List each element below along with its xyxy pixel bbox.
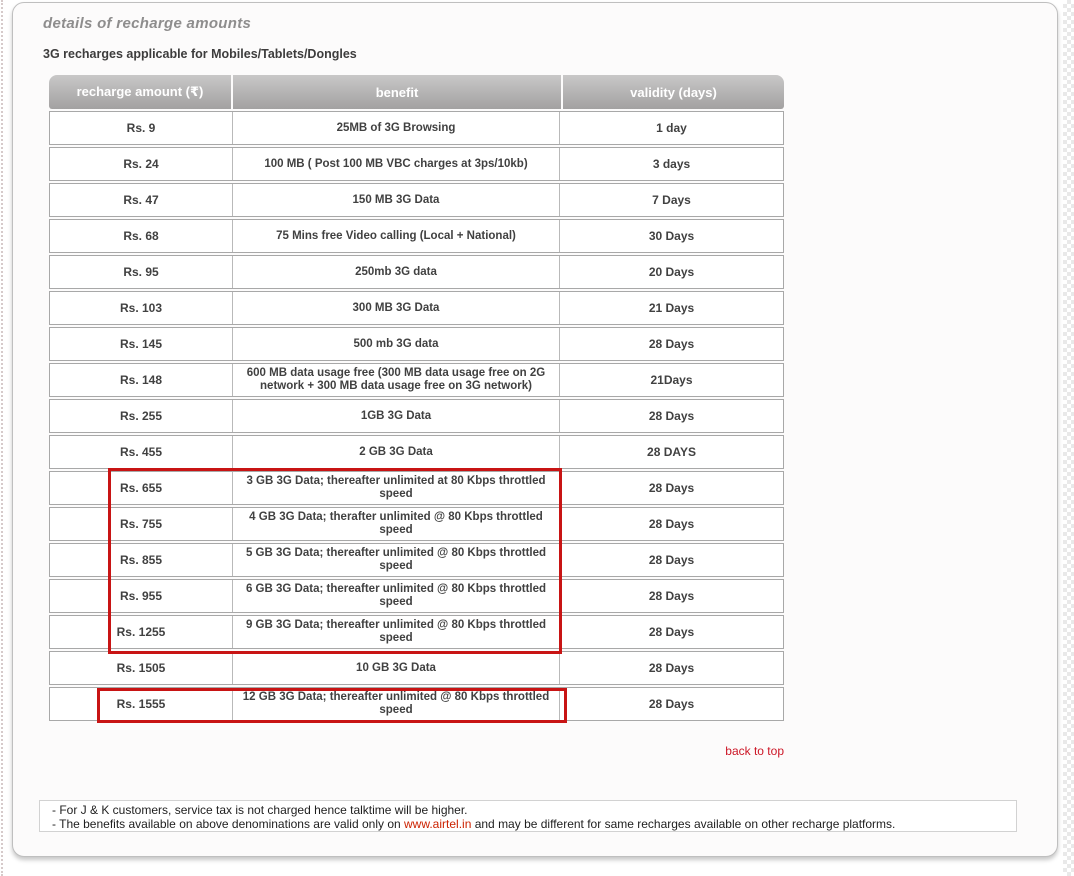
validity-cell: 28 Days (648, 625, 695, 639)
amount-cell: Rs. 148 (119, 373, 163, 387)
back-to-top-link[interactable]: back to top (725, 744, 784, 758)
benefit-cell: 300 MB 3G Data (232, 292, 560, 324)
benefit-cell: 100 MB ( Post 100 MB VBC charges at 3ps/10kb) (232, 148, 560, 180)
benefit-cell: 9 GB 3G Data; thereafter unlimited @ 80 Kbps throttled speed (232, 616, 560, 648)
validity-cell: 20 Days (648, 265, 695, 279)
validity-cell: 21 Days (648, 301, 695, 315)
table-row (49, 147, 784, 181)
recharge-table (49, 75, 784, 723)
benefit-cell: 250mb 3G data (232, 256, 560, 288)
table-row (49, 219, 784, 253)
benefit-cell: 25MB of 3G Browsing (232, 112, 560, 144)
validity-cell: 28 Days (648, 409, 695, 423)
validity-cell: 28 Days (648, 589, 695, 603)
table-row (49, 291, 784, 325)
benefit-cell: 5 GB 3G Data; thereafter unlimited @ 80 Kbps throttled speed (232, 544, 560, 576)
table-row (49, 255, 784, 289)
table-row (49, 183, 784, 217)
amount-cell: Rs. 68 (123, 229, 159, 243)
validity-cell: 28 Days (648, 553, 695, 567)
header-benefit: benefit (233, 75, 561, 109)
amount-cell: Rs. 955 (119, 589, 163, 603)
amount-cell: Rs. 47 (123, 193, 159, 207)
table-row (49, 579, 784, 613)
table-row (49, 615, 784, 649)
benefit-cell: 3 GB 3G Data; thereafter unlimited at 80 Kbps throttled speed (232, 472, 560, 504)
benefit-cell: 600 MB data usage free (300 MB data usage free on 2G network + 300 MB data usage free on 3G network) (232, 364, 560, 396)
validity-cell: 28 DAYS (647, 445, 696, 459)
footnotes-box (39, 800, 1017, 832)
validity-cell: 3 days (652, 157, 691, 171)
table-row (49, 651, 784, 685)
footnote-2-text-after: and may be different for same recharges available on other recharge platforms. (471, 817, 896, 831)
benefit-cell: 12 GB 3G Data; thereafter unlimited @ 80 Kbps throttled speed (232, 688, 560, 720)
validity-cell: 28 Days (648, 697, 695, 711)
benefit-cell: 500 mb 3G data (232, 328, 560, 360)
amount-cell: Rs. 655 (119, 481, 163, 495)
table-row (49, 471, 784, 505)
airtel-link[interactable]: www.airtel.in (404, 817, 472, 831)
validity-cell: 30 Days (648, 229, 695, 243)
amount-cell: Rs. 455 (119, 445, 163, 459)
table-caption: 3G recharges applicable for Mobiles/Tablets/Dongles (43, 47, 357, 61)
benefit-cell: 75 Mins free Video calling (Local + National) (232, 220, 560, 252)
validity-cell: 28 Days (648, 481, 695, 495)
table-rows (49, 111, 784, 721)
amount-cell: Rs. 1505 (116, 661, 166, 675)
benefit-cell: 150 MB 3G Data (232, 184, 560, 216)
table-row (49, 363, 784, 397)
amount-cell: Rs. 855 (119, 553, 163, 567)
benefit-cell: 4 GB 3G Data; therafter unlimited @ 80 Kbps throttled speed (232, 508, 560, 540)
amount-cell: Rs. 9 (126, 121, 156, 135)
right-checker-pattern (1063, 0, 1074, 876)
benefit-cell: 10 GB 3G Data (232, 652, 560, 684)
page-title: details of recharge amounts (43, 15, 252, 32)
table-row (49, 399, 784, 433)
amount-cell: Rs. 1255 (116, 625, 166, 639)
table-row (49, 507, 784, 541)
content-panel (12, 2, 1058, 857)
benefit-cell: 1GB 3G Data (232, 400, 560, 432)
amount-cell: Rs. 755 (119, 517, 163, 531)
amount-cell: Rs. 24 (123, 157, 159, 171)
amount-cell: Rs. 103 (119, 301, 163, 315)
table-row (49, 543, 784, 577)
header-recharge-amount: recharge amount (₹) (49, 75, 231, 109)
amount-cell: Rs. 95 (123, 265, 159, 279)
table-header-row (49, 75, 784, 109)
header-validity: validity (days) (563, 75, 784, 109)
validity-cell: 28 Days (648, 661, 695, 675)
table-row (49, 435, 784, 469)
amount-cell: Rs. 255 (119, 409, 163, 423)
benefit-cell: 2 GB 3G Data (232, 436, 560, 468)
footnote-2-text-before: - The benefits available on above denominations are valid only on (52, 817, 405, 831)
amount-cell: Rs. 1555 (116, 697, 166, 711)
validity-cell: 1 day (656, 121, 687, 135)
left-dotted-border (1, 0, 3, 876)
benefit-cell: 6 GB 3G Data; thereafter unlimited @ 80 Kbps throttled speed (232, 580, 560, 612)
validity-cell: 21Days (650, 373, 693, 387)
table-row (49, 111, 784, 145)
footnote-2 (52, 817, 1016, 831)
validity-cell: 28 Days (648, 337, 695, 351)
amount-cell: Rs. 145 (119, 337, 163, 351)
validity-cell: 28 Days (648, 517, 695, 531)
table-row (49, 687, 784, 721)
table-row (49, 327, 784, 361)
validity-cell: 7 Days (652, 193, 691, 207)
footnote-1: - For J & K customers, service tax is not charged hence talktime will be higher. (52, 803, 468, 817)
